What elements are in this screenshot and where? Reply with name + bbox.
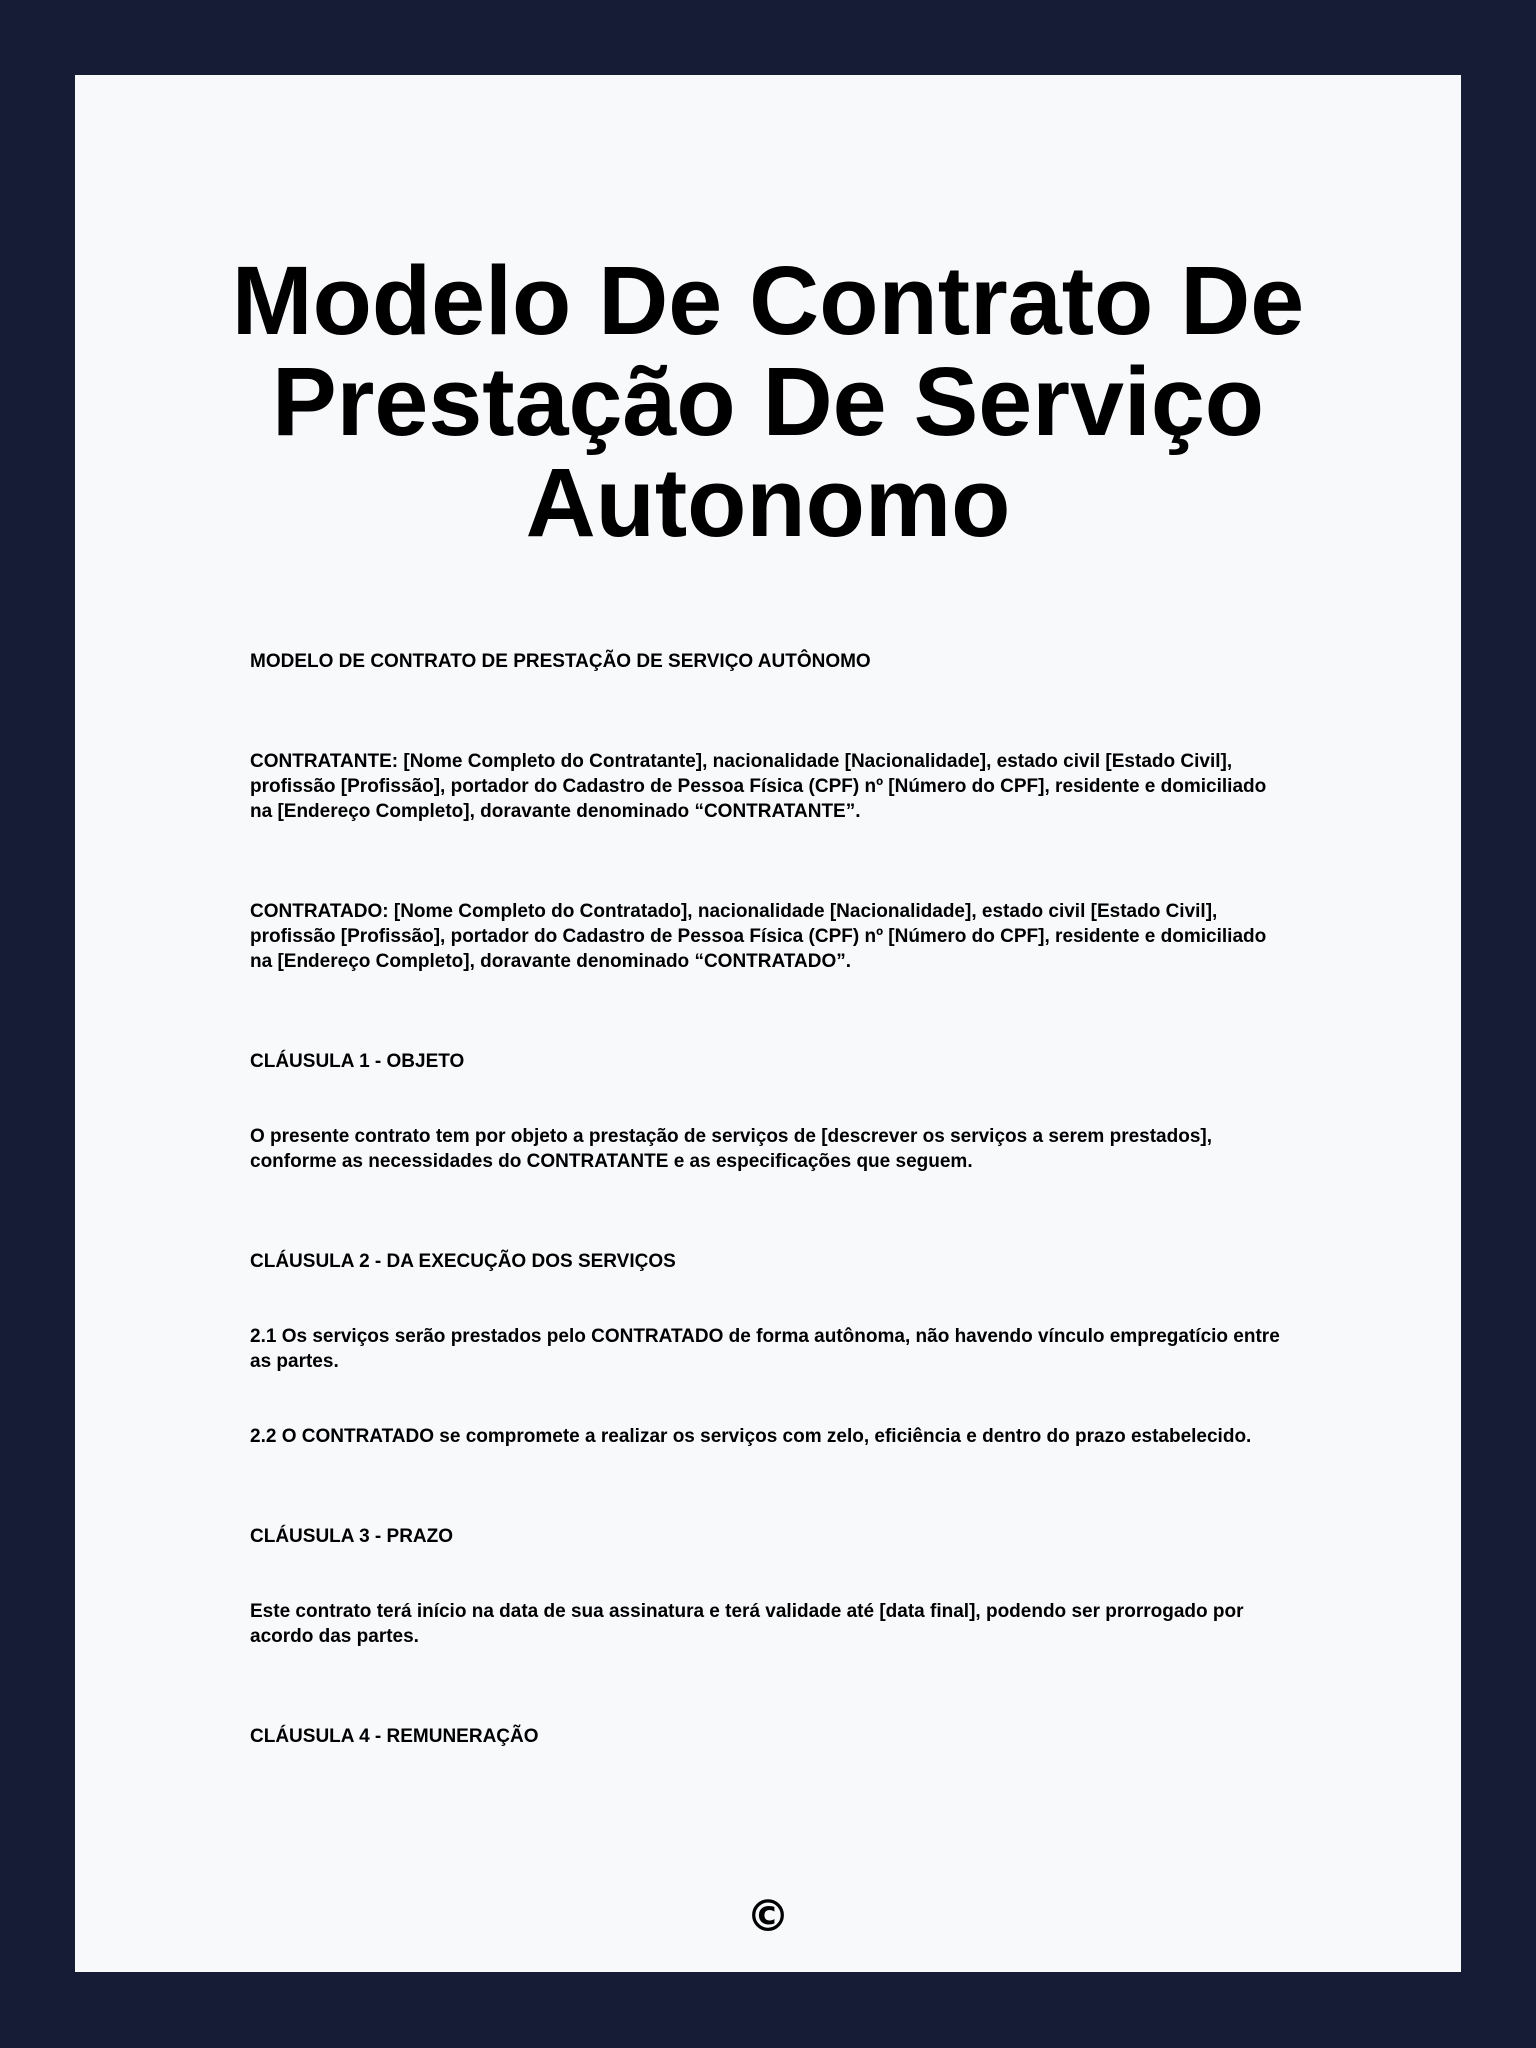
- clause-2-2-text: 2.2 O CONTRATADO se compromete a realizar os serviços com zelo, eficiência e dentro do prazo estabelecido.: [250, 1426, 1252, 1447]
- contratante-paragraph: CONTRATANTE: [Nome Completo do Contratante], nacionalidade [Nacionalidade], estado civil [Estado Civil], profissão [Profissão], portador do Cadastro de Pessoa Física (CPF) nº [Número do CPF], residente e domiciliado na [Endereço Completo], doravante denominado “CONTRATANTE”.: [250, 751, 1267, 822]
- clause-2-1-text: 2.1 Os serviços serão prestados pelo CONTRATADO de forma autônoma, não havendo vínculo empregatício entre as partes.: [250, 1326, 1280, 1372]
- document-body: [250, 649, 1290, 1749]
- clause-1-title: CLÁUSULA 1 - OBJETO: [250, 1051, 465, 1072]
- clause-3-title: CLÁUSULA 3 - PRAZO: [250, 1526, 454, 1547]
- contract-heading: MODELO DE CONTRATO DE PRESTAÇÃO DE SERVIÇO AUTÔNOMO: [250, 651, 871, 672]
- clause-2-title: CLÁUSULA 2 - DA EXECUÇÃO DOS SERVIÇOS: [250, 1251, 676, 1272]
- document-title: [75, 246, 1461, 557]
- contratado-paragraph: CONTRATADO: [Nome Completo do Contratado], nacionalidade [Nacionalidade], estado civil [Estado Civil], profissão [Profissão], portador do Cadastro de Pessoa Física (CPF) nº [Número do CPF], residente e domiciliado na [Endereço Completo], doravante denominado “CONTRATADO”.: [250, 901, 1267, 972]
- clause-3-text: Este contrato terá início na data de sua assinatura e terá validade até [data final], podendo ser prorrogado por acordo das partes.: [250, 1601, 1244, 1647]
- title-line-1: Modelo De Contrato De: [231, 246, 1305, 355]
- title-line-2: Prestação De Serviço: [271, 347, 1265, 456]
- clause-1-text: O presente contrato tem por objeto a prestação de serviços de [descrever os serviços a serem prestados], conforme as necessidades do CONTRATANTE e as especificações que seguem.: [250, 1126, 1212, 1172]
- clause-4-title: CLÁUSULA 4 - REMUNERAÇÃO: [250, 1726, 539, 1747]
- document-page: [75, 75, 1461, 1972]
- copyright-icon: ©: [746, 1891, 790, 1942]
- title-line-3: Autonomo: [525, 448, 1011, 557]
